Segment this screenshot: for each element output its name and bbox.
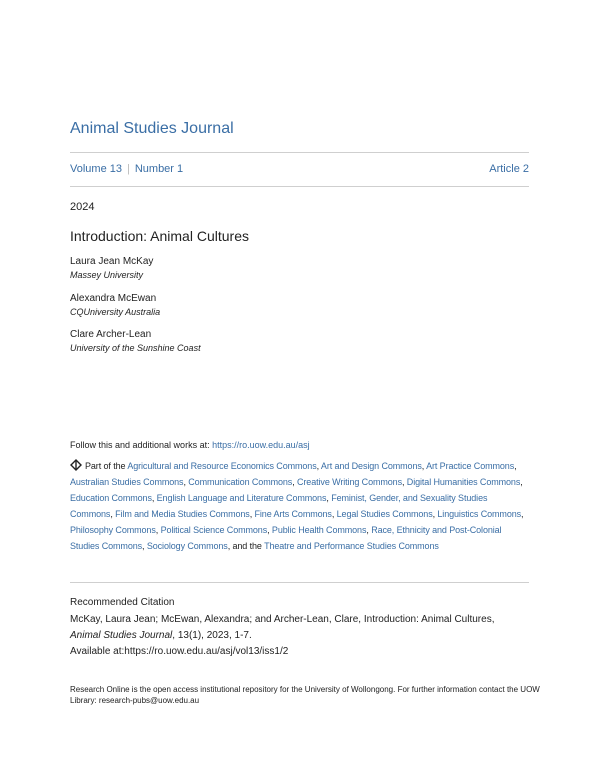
commons-link[interactable]: Philosophy Commons bbox=[70, 525, 156, 535]
commons-link[interactable]: Legal Studies Commons bbox=[336, 509, 433, 519]
commons-link[interactable]: Australian Studies Commons bbox=[70, 477, 184, 487]
citation-line-1: McKay, Laura Jean; McEwan, Alexandra; and Archer-Lean, Clare, Introduction: Animal Cultures, bbox=[70, 614, 495, 625]
issue-link[interactable]: Number 1 bbox=[134, 163, 184, 175]
commons-separator: , bbox=[183, 477, 189, 487]
commons-separator: , bbox=[151, 493, 157, 503]
author-affiliation-3: University of the Sunshine Coast bbox=[70, 343, 201, 353]
commons-prefix: Part of the bbox=[85, 461, 128, 471]
divider-citation bbox=[70, 582, 529, 583]
commons-link[interactable]: Public Health Commons bbox=[271, 525, 367, 535]
journal-title-link[interactable]: Animal Studies Journal bbox=[70, 120, 234, 137]
divider-bottom bbox=[70, 186, 529, 187]
commons-link[interactable]: Education Commons bbox=[70, 493, 152, 503]
commons-separator: , and the bbox=[227, 541, 265, 551]
follow-line bbox=[70, 440, 310, 450]
commons-link[interactable]: Political Science Commons bbox=[160, 525, 268, 535]
commons-link[interactable]: Theatre and Performance Studies Commons bbox=[264, 541, 439, 551]
commons-separator: , bbox=[520, 477, 523, 487]
commons-link[interactable]: English Language and Literature Commons bbox=[156, 493, 327, 503]
commons-link[interactable]: Fine Arts Commons bbox=[254, 509, 332, 519]
volume-link[interactable]: Volume 13 bbox=[70, 163, 122, 175]
commons-separator: , bbox=[316, 461, 321, 471]
commons-link[interactable]: Art Practice Commons bbox=[426, 461, 515, 471]
commons-separator: , bbox=[521, 509, 524, 519]
citation-journal: Animal Studies Journal bbox=[70, 630, 173, 641]
commons-separator: , bbox=[326, 493, 332, 503]
citation-available[interactable]: Available at:https://ro.uow.edu.au/asj/vol13/iss1/2 bbox=[70, 646, 289, 657]
commons-separator: , bbox=[432, 509, 438, 519]
commons-link[interactable]: Feminist, Gender, and Sexuality Studies Commons bbox=[70, 493, 488, 519]
volume-issue-line bbox=[70, 163, 529, 175]
commons-links bbox=[70, 461, 523, 551]
commons-separator: , bbox=[249, 509, 255, 519]
author-name-2: Alexandra McEwan bbox=[70, 293, 157, 304]
footer-note: Research Online is the open access institutional repository for the University of Wollongong. For further information contact the UOW Library: research-pubs@uow.edu.au bbox=[70, 685, 540, 705]
citation-details: , 13(1), 2023, 1-7. bbox=[172, 630, 252, 641]
commons-link[interactable]: Race, Ethnicity and Post-Colonial Studies Commons bbox=[70, 525, 502, 551]
commons-separator: , bbox=[366, 525, 372, 535]
commons-link[interactable]: Film and Media Studies Commons bbox=[115, 509, 250, 519]
commons-link[interactable]: Creative Writing Commons bbox=[297, 477, 402, 487]
publication-year: 2024 bbox=[70, 201, 95, 213]
commons-link[interactable]: Linguistics Commons bbox=[437, 509, 522, 519]
author-name-3: Clare Archer-Lean bbox=[70, 329, 152, 340]
commons-separator: , bbox=[331, 509, 337, 519]
commons-link[interactable]: Digital Humanities Commons bbox=[406, 477, 521, 487]
commons-link[interactable]: Sociology Commons bbox=[146, 541, 228, 551]
recommended-citation-label: Recommended Citation bbox=[70, 597, 175, 608]
author-name-1: Laura Jean McKay bbox=[70, 256, 154, 267]
commons-separator: , bbox=[514, 461, 517, 471]
commons-link[interactable]: Art and Design Commons bbox=[320, 461, 422, 471]
follow-url-link[interactable]: https://ro.uow.edu.au/asj bbox=[212, 440, 310, 450]
author-affiliation-2: CQUniversity Australia bbox=[70, 307, 161, 317]
commons-separator: , bbox=[267, 525, 272, 535]
commons-separator: , bbox=[110, 509, 116, 519]
commons-separator: , bbox=[421, 461, 427, 471]
citation-text bbox=[70, 612, 540, 660]
commons-separator: , bbox=[155, 525, 161, 535]
paper-title: Introduction: Animal Cultures bbox=[70, 228, 249, 244]
author-affiliation-1: Massey University bbox=[70, 270, 144, 280]
commons-separator: , bbox=[401, 477, 407, 487]
commons-link[interactable]: Agricultural and Resource Economics Commons bbox=[127, 461, 317, 471]
commons-separator: , bbox=[292, 477, 298, 487]
follow-label: Follow this and additional works at: bbox=[70, 440, 213, 450]
article-link[interactable]: Article 2 bbox=[489, 163, 529, 175]
citation-line-2 bbox=[70, 628, 540, 644]
commons-link[interactable]: Communication Commons bbox=[188, 477, 293, 487]
commons-separator: , bbox=[142, 541, 147, 551]
commons-paragraph bbox=[70, 458, 532, 554]
divider-top bbox=[70, 152, 529, 153]
bepress-commons-icon bbox=[70, 459, 82, 471]
separator: | bbox=[126, 163, 130, 175]
